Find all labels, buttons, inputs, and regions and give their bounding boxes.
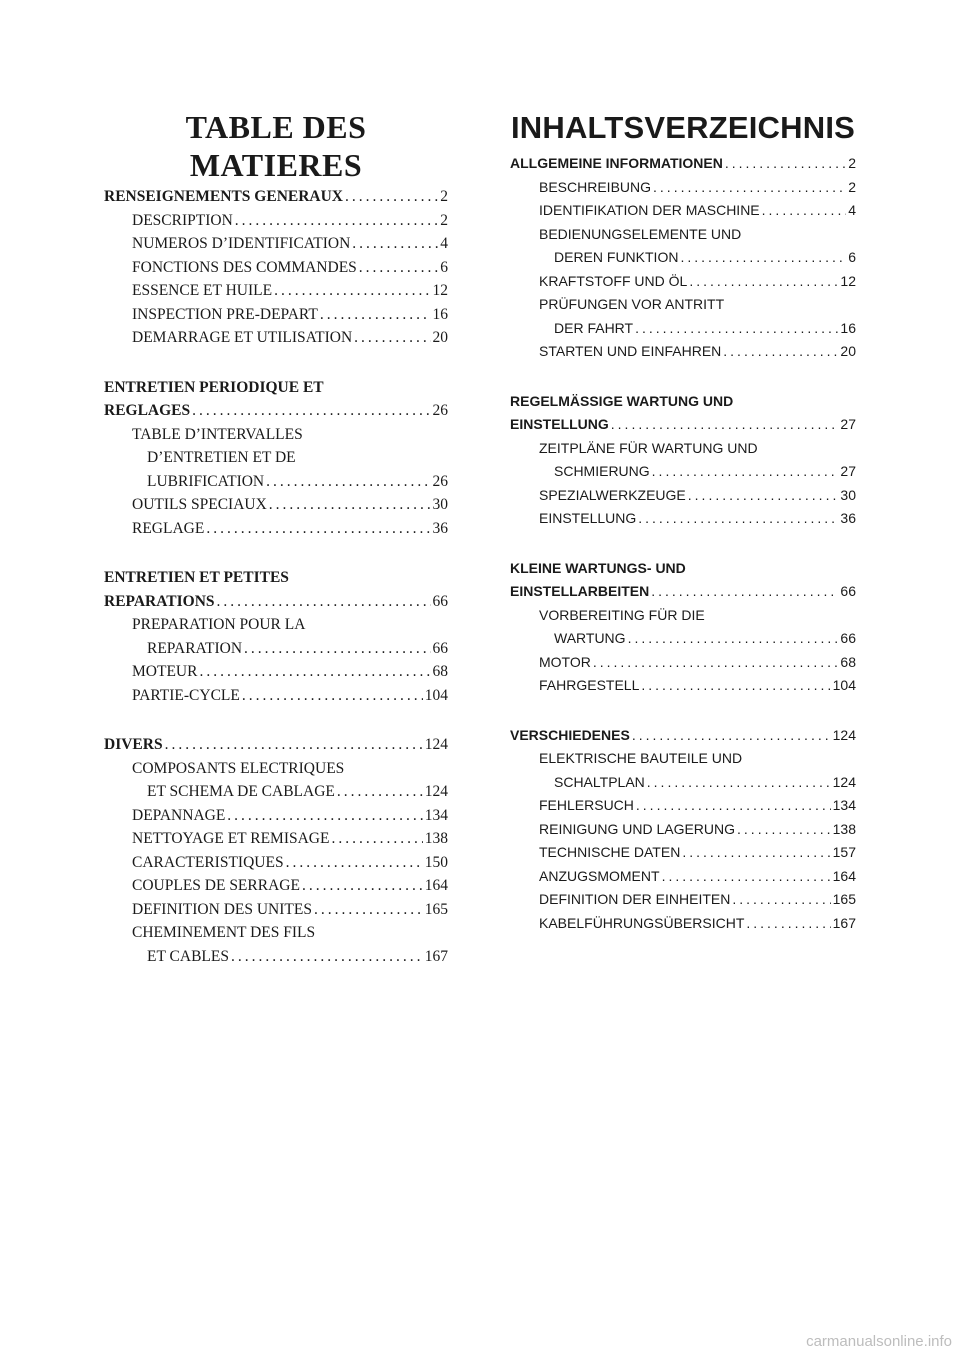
toc-entry-heading-line — [510, 560, 856, 584]
french-section-repairs — [104, 569, 448, 710]
leader-dots — [199, 663, 430, 681]
entry-label: D’ENTRETIEN ET DE — [147, 449, 296, 466]
leader-dots — [628, 630, 839, 646]
leader-dots — [638, 510, 838, 526]
toc-entry[interactable] — [510, 416, 856, 440]
toc-entry[interactable] — [104, 259, 448, 283]
leader-dots — [688, 487, 839, 503]
page-number: 4 — [440, 235, 448, 252]
french-title-line1: TABLE DES — [185, 109, 367, 145]
leader-dots — [651, 583, 838, 599]
page-number: 27 — [840, 463, 856, 479]
entry-label: LUBRIFICATION — [147, 472, 265, 490]
entry-label: PRÜFUNGEN VOR ANTRITT — [539, 296, 725, 312]
toc-entry[interactable] — [104, 520, 448, 544]
leader-dots — [682, 844, 830, 860]
entry-label: SPEZIALWERKZEUGE — [539, 486, 686, 503]
page-number: 68 — [432, 663, 448, 680]
german-section-general — [510, 155, 856, 367]
leader-dots — [632, 727, 831, 743]
page-number: 26 — [432, 472, 448, 490]
french-title — [104, 108, 448, 184]
page-number: 2 — [848, 155, 856, 171]
entry-label: ET CABLES — [147, 947, 229, 965]
page-number: 30 — [432, 496, 448, 513]
leader-dots — [689, 273, 838, 289]
entry-label: MOTOR — [539, 653, 591, 670]
leader-dots — [636, 797, 831, 813]
leader-dots — [680, 249, 846, 265]
entry-label: SCHMIERUNG — [554, 463, 650, 479]
page-number: 167 — [424, 947, 448, 965]
page-number: 150 — [424, 853, 448, 871]
entry-label: PARTIE-CYCLE — [132, 686, 240, 704]
entry-label: OUTILS SPECIAUX — [132, 496, 267, 513]
toc-entry-line — [510, 750, 856, 774]
entry-label: COUPLES DE SERRAGE — [132, 877, 300, 894]
toc-entry[interactable] — [510, 179, 856, 203]
toc-entry[interactable] — [104, 663, 448, 687]
page-number: 36 — [840, 510, 856, 526]
toc-entry[interactable] — [510, 320, 856, 344]
entry-label: EINSTELLARBEITEN — [510, 583, 650, 599]
page-number: 157 — [832, 844, 856, 860]
entry-label: FEHLERSUCH — [539, 797, 634, 813]
toc-entry-line — [104, 616, 448, 640]
entry-label: ALLGEMEINE INFORMATIONEN — [510, 155, 723, 171]
entry-label: DIVERS — [104, 736, 163, 753]
toc-entry[interactable] — [104, 329, 448, 353]
leader-dots — [274, 282, 430, 300]
page-number: 12 — [840, 272, 856, 289]
toc-entry-heading-line — [104, 379, 448, 403]
toc-entry[interactable] — [104, 496, 448, 520]
toc-entry-heading-line — [510, 393, 856, 417]
watermark: carmanualsonline.info — [806, 1333, 952, 1350]
entry-label: BESCHREIBUNG — [539, 178, 652, 195]
entry-label: PREPARATION POUR LA — [132, 616, 306, 633]
toc-entry[interactable] — [510, 891, 856, 915]
toc-entry[interactable] — [510, 155, 856, 179]
toc-entry[interactable] — [510, 821, 856, 845]
toc-entry[interactable] — [510, 202, 856, 226]
entry-label: DER FAHRT — [554, 319, 634, 336]
entry-label: IDENTIFIKATION DER MASCHINE — [539, 202, 760, 218]
toc-entry-line — [510, 226, 856, 250]
toc-entry[interactable] — [510, 487, 856, 511]
leader-dots — [635, 320, 838, 336]
toc-entry[interactable] — [510, 727, 856, 751]
page-number: 4 — [848, 202, 856, 218]
toc-entry[interactable] — [104, 830, 448, 854]
leader-dots — [331, 830, 422, 848]
entry-label: DEREN FUNKTION — [554, 249, 679, 265]
entry-label: FONCTIONS DES COMMANDES — [132, 258, 357, 276]
leader-dots — [217, 593, 431, 611]
leader-dots — [762, 202, 847, 218]
entry-label: KABELFÜHRUNGSÜBERSICHT — [539, 914, 745, 931]
page-number: 2 — [848, 178, 856, 195]
toc-entry[interactable] — [104, 948, 448, 972]
entry-label: ANZUGSMOMENT — [539, 867, 660, 884]
entry-label: REPARATION — [147, 639, 243, 657]
entry-label: ENTRETIEN PERIODIQUE ET — [104, 378, 324, 396]
page-number: 26 — [432, 402, 448, 419]
entry-label: SCHALTPLAN — [554, 773, 645, 790]
french-section-general — [104, 188, 448, 353]
page-number: 66 — [432, 639, 448, 657]
leader-dots — [593, 654, 839, 670]
entry-label: WARTUNG — [554, 630, 626, 646]
german-toc — [510, 108, 856, 964]
french-title-line2: MATIERES — [189, 147, 363, 183]
leader-dots — [242, 687, 423, 705]
page-number: 6 — [848, 249, 856, 265]
entry-label: TECHNISCHE DATEN — [539, 844, 681, 860]
toc-entry[interactable] — [510, 273, 856, 297]
toc-entry[interactable] — [510, 463, 856, 487]
entry-label: VERSCHIEDENES — [510, 726, 630, 743]
leader-dots — [359, 259, 438, 277]
toc-entry[interactable] — [510, 654, 856, 678]
toc-entry[interactable] — [510, 249, 856, 273]
toc-entry[interactable] — [104, 212, 448, 236]
page-number: 16 — [840, 319, 856, 336]
toc-entry-line — [104, 449, 448, 473]
entry-label: DEFINITION DES UNITES — [132, 900, 312, 918]
entry-label: MOTEUR — [132, 663, 198, 680]
page-number: 104 — [832, 677, 856, 693]
leader-dots — [732, 891, 830, 907]
entry-label: REGLAGE — [132, 519, 205, 537]
leader-dots — [345, 188, 438, 206]
entry-label: EINSTELLUNG — [510, 416, 609, 432]
page-number: 104 — [424, 686, 448, 704]
leader-dots — [320, 306, 431, 324]
toc-entry[interactable] — [104, 783, 448, 807]
leader-dots — [662, 868, 831, 884]
entry-label: DEFINITION DER EINHEITEN — [539, 891, 731, 907]
page-number: 164 — [832, 867, 856, 884]
entry-label: DEPANNAGE — [132, 806, 226, 824]
toc-entry[interactable] — [104, 687, 448, 711]
leader-dots — [206, 520, 430, 538]
toc-entry[interactable] — [104, 306, 448, 330]
page-number: 66 — [432, 592, 448, 610]
toc-entry[interactable] — [104, 901, 448, 925]
toc-entry[interactable] — [104, 402, 448, 426]
page-number: 165 — [424, 900, 448, 918]
page-number: 124 — [424, 783, 448, 800]
toc-entry[interactable] — [104, 807, 448, 831]
entry-label: INSPECTION PRE-DEPART — [132, 305, 318, 323]
toc-entry[interactable] — [104, 877, 448, 901]
leader-dots — [647, 774, 831, 790]
leader-dots — [192, 402, 430, 420]
page-number: 134 — [424, 806, 448, 824]
toc-entry[interactable] — [510, 868, 856, 892]
entry-label: DEMARRAGE ET UTILISATION — [132, 329, 353, 346]
page-number: 20 — [432, 329, 448, 346]
page-number: 165 — [832, 891, 856, 907]
toc-entry[interactable] — [510, 630, 856, 654]
page-number: 2 — [440, 211, 448, 229]
page-number: 27 — [840, 416, 856, 432]
page-number: 20 — [840, 343, 856, 359]
leader-dots — [352, 235, 438, 253]
leader-dots — [652, 463, 839, 479]
leader-dots — [266, 473, 430, 491]
french-section-maintenance — [104, 379, 448, 544]
toc-entry-line — [510, 440, 856, 464]
entry-label: ZEITPLÄNE FÜR WARTUNG UND — [539, 439, 758, 456]
german-section-maintenance — [510, 393, 856, 534]
leader-dots — [641, 677, 830, 693]
leader-dots — [725, 155, 846, 171]
toc-entry[interactable] — [104, 854, 448, 878]
entry-label: VORBEREITING FÜR DIE — [539, 606, 705, 623]
page-number: 68 — [840, 653, 856, 670]
page-number: 66 — [840, 630, 856, 646]
page-number: 124 — [832, 773, 856, 790]
entry-label: COMPOSANTS ELECTRIQUES — [132, 759, 345, 777]
leader-dots — [354, 329, 430, 347]
german-section-repairs — [510, 560, 856, 701]
leader-dots — [737, 821, 831, 837]
page-number: 36 — [432, 519, 448, 537]
entry-label: EINSTELLUNG — [539, 510, 637, 526]
page-number: 134 — [832, 797, 856, 813]
toc-entry[interactable] — [104, 736, 448, 760]
entry-label: CHEMINEMENT DES FILS — [132, 924, 316, 941]
entry-label: TABLE D’INTERVALLES — [132, 425, 303, 443]
page-number: 16 — [432, 305, 448, 323]
entry-label: CARACTERISTIQUES — [132, 853, 284, 871]
toc-entry[interactable] — [510, 583, 856, 607]
toc-entry[interactable] — [510, 677, 856, 701]
toc-entry[interactable] — [104, 640, 448, 664]
toc-entry[interactable] — [510, 774, 856, 798]
leader-dots — [337, 783, 423, 801]
page-number: 138 — [832, 820, 856, 837]
leader-dots — [244, 640, 430, 658]
leader-dots — [231, 948, 423, 966]
leader-dots — [227, 807, 422, 825]
leader-dots — [746, 915, 830, 931]
entry-label: KRAFTSTOFF UND ÖL — [539, 272, 688, 289]
entry-label: NUMEROS D’IDENTIFICATION — [132, 235, 351, 252]
entry-label: ENTRETIEN ET PETITES — [104, 569, 289, 586]
french-section-misc — [104, 736, 448, 971]
german-title: INHALTSVERZEICHNIS — [510, 110, 856, 145]
entry-label: FAHRGESTELL — [539, 677, 640, 693]
page-number: 30 — [840, 486, 856, 503]
toc-entry[interactable] — [104, 235, 448, 259]
toc-entry-line — [510, 607, 856, 631]
toc-entry[interactable] — [510, 343, 856, 367]
leader-dots — [302, 877, 423, 895]
toc-entry[interactable] — [510, 915, 856, 939]
page-number: 12 — [432, 282, 448, 299]
leader-dots — [653, 179, 846, 195]
toc-entry[interactable] — [104, 593, 448, 617]
german-section-misc — [510, 727, 856, 939]
page-number: 66 — [840, 583, 856, 599]
toc-entry[interactable] — [104, 473, 448, 497]
leader-dots — [235, 212, 438, 230]
entry-label: NETTOYAGE ET REMISAGE — [132, 830, 330, 847]
toc-entry[interactable] — [510, 844, 856, 868]
page-number: 164 — [424, 877, 448, 894]
entry-label: STARTEN UND EINFAHREN — [539, 343, 722, 359]
entry-label: RENSEIGNEMENTS GENERAUX — [104, 188, 344, 205]
leader-dots — [269, 496, 431, 514]
toc-entry-line — [104, 426, 448, 450]
page-number: 124 — [424, 736, 448, 753]
toc-entry[interactable] — [510, 797, 856, 821]
entry-label: REGELMÄSSIGE WARTUNG UND — [510, 392, 734, 409]
toc-entry-line — [510, 296, 856, 320]
french-toc — [104, 108, 448, 997]
entry-label: KLEINE WARTUNGS- UND — [510, 559, 686, 576]
page-number: 138 — [424, 830, 448, 847]
entry-label: REINIGUNG UND LAGERUNG — [539, 820, 736, 837]
toc-entry-heading-line — [104, 569, 448, 593]
page-number: 2 — [440, 188, 448, 205]
toc-entry[interactable] — [510, 510, 856, 534]
entry-label: REPARATIONS — [104, 592, 215, 610]
leader-dots — [314, 901, 423, 919]
page-number: 6 — [440, 258, 448, 276]
page-number: 167 — [832, 914, 856, 931]
page-number: 124 — [832, 726, 856, 743]
entry-label: ET SCHEMA DE CABLAGE — [147, 783, 335, 800]
toc-entry[interactable] — [104, 188, 448, 212]
toc-entry[interactable] — [104, 282, 448, 306]
leader-dots — [611, 416, 839, 432]
leader-dots — [165, 736, 423, 754]
entry-label: BEDIENUNGSELEMENTE UND — [539, 225, 742, 242]
entry-label: REGLAGES — [104, 402, 191, 419]
toc-entry-line — [104, 760, 448, 784]
entry-label: ESSENCE ET HUILE — [132, 282, 273, 299]
toc-entry-line — [104, 924, 448, 948]
entry-label: DESCRIPTION — [132, 211, 233, 229]
leader-dots — [723, 343, 838, 359]
entry-label: ELEKTRISCHE BAUTEILE UND — [539, 750, 743, 766]
leader-dots — [286, 854, 423, 872]
